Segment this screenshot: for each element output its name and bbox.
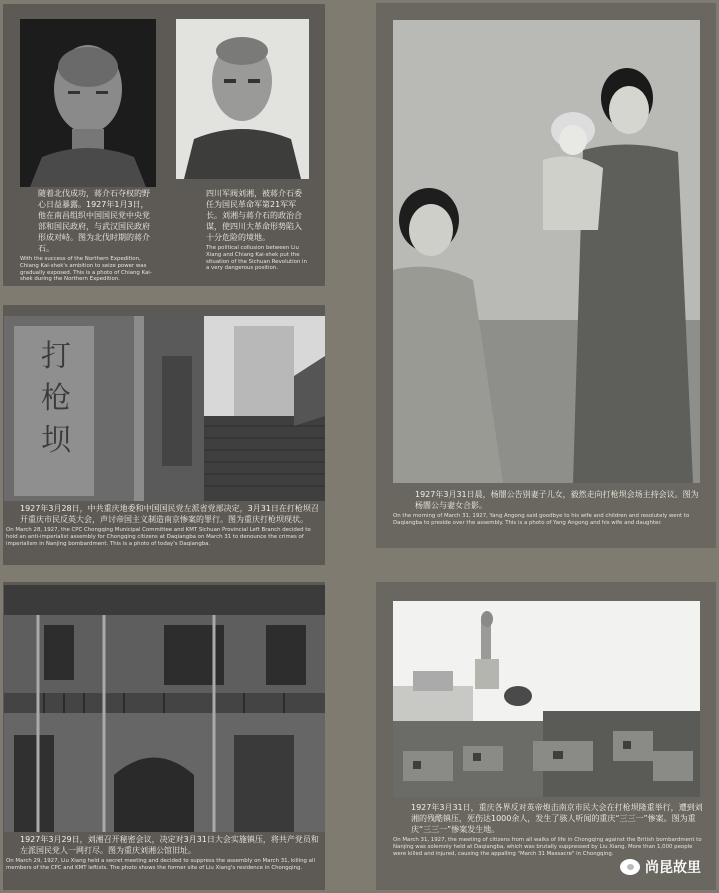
photo-massacre-site (393, 601, 700, 797)
caption-liu-zh: 四川军阀刘湘，被蒋介石委任为国民革命军第21军军长。刘湘与蒋介石的政治合谋，使四川大革命形势陷入十分危险的境地。 (206, 189, 302, 242)
portrait-liu-xiang (176, 19, 309, 179)
caption-massacre-site (393, 802, 703, 857)
sign-char-2: 枪 (41, 381, 71, 416)
caption-residence-en: On March 29, 1927, Liu Xiang held a secret meeting and decided to suppress the assembly on March 31, killing all members of the CPC and KMT leftists. The photo shows the former site of Liu Xiang's residence in Chongqing. (6, 858, 315, 871)
watermark-text: 尚昆故里 (645, 860, 701, 876)
caption-yang-angong-en: On the morning of March 31, 1927, Yang Angong said goodbye to his wife and children and resolutely went to Daqiangba to preside over the assembly. This is a photo of Yang Angong and his wife and daughter. (393, 513, 690, 526)
caption-chiang (20, 188, 156, 283)
photo-yang-angong-family (393, 20, 700, 483)
caption-chiang-en: With the success of the Northern Expedition, Chiang Kai-shek's ambition to seize power was gradually exposed. This is a photo of Chiang Kai-shek during the Northern Expedition. (20, 256, 152, 283)
massacre-site-image (393, 601, 700, 797)
portrait-chiang-kai-shek (20, 19, 156, 187)
caption-residence-zh: 1927年3月29日，刘湘召开秘密会议，决定对3月31日大会实施镇压，将共产党员和左派国民党人一网打尽。图为重庆刘湘公馆旧址。 (20, 835, 319, 855)
panel-daqiangba (3, 305, 325, 565)
wechat-icon (620, 859, 640, 875)
caption-liu (176, 188, 309, 272)
caption-massacre-zh: 1927年3月31日，重庆各界反对英帝炮击南京市民大会在打枪坝隆重举行，遭到刘湘的残酷镇压，死伤达1000余人，发生了骇人听闻的重庆“三三一”惨案。图为重庆“三三一”惨案发生地。 (411, 803, 703, 834)
caption-chiang-zh: 随着北伐成功，蒋介石夺权的野心日益暴露。1927年1月3日，他在南昌组织中国国民党中央党部和国民政府，与武汉国民政府形成对峙。图为北伐时期的蒋介石。 (38, 189, 150, 253)
watermark (620, 857, 701, 877)
panel-yang-angong (376, 3, 716, 548)
caption-daqiangba (6, 503, 322, 547)
caption-residence (6, 834, 322, 872)
panel-liu-xiang-residence (3, 582, 325, 890)
caption-massacre-en: On March 31, 1927, the meeting of citizens from all walks of life in Chongqing against the British bombardment to Nanjing was solemnly held at Daqiangba, which was brutally suppressed by Liu Xiang. More than 1,000 people were killed and injured, causing the appalling "March 31 Massacre" in Chongqing. (393, 837, 702, 857)
caption-daqiangba-zh: 1927年3月28日，中共重庆地委和中国国民党左派省党部决定，3月31日在打枪坝召开重庆市民反英大会，声讨帝国主义制造南京惨案的罪行。图为重庆打枪坝现状。 (20, 504, 319, 524)
sign-char-1: 打 (41, 339, 71, 374)
sign-char-3: 坝 (41, 423, 71, 458)
caption-liu-en: The political collusion between Liu Xiang and Chiang Kai-shek put the situation of the Sichuan Revolution in a very dangerous position. (206, 245, 307, 272)
portrait-chiang-image (20, 19, 156, 187)
photo-liu-xiang-residence (4, 585, 325, 832)
family-image (393, 20, 700, 483)
residence-image (4, 585, 325, 832)
panel-massacre-site (376, 582, 716, 890)
caption-daqiangba-en: On March 28, 1927, the CPC Chongqing Municipal Committee and KMT Sichuan Provincial Left Branch decided to hold an anti-imperialist assembly for Chongqing citizens at Daqiangba on March 31 to denounce the crimes of imperialism in Nanjing bombardment. This is a photo of today's Daqiangba. (6, 527, 311, 547)
portrait-liu-image (176, 19, 309, 179)
caption-yang-angong-zh: 1927年3月31日晨，杨闇公告别妻子儿女，毅然走向打枪坝会场主持会议。图为杨闇公与妻女合影。 (415, 490, 699, 510)
caption-yang-angong (393, 489, 703, 527)
panel-portraits (3, 4, 325, 286)
